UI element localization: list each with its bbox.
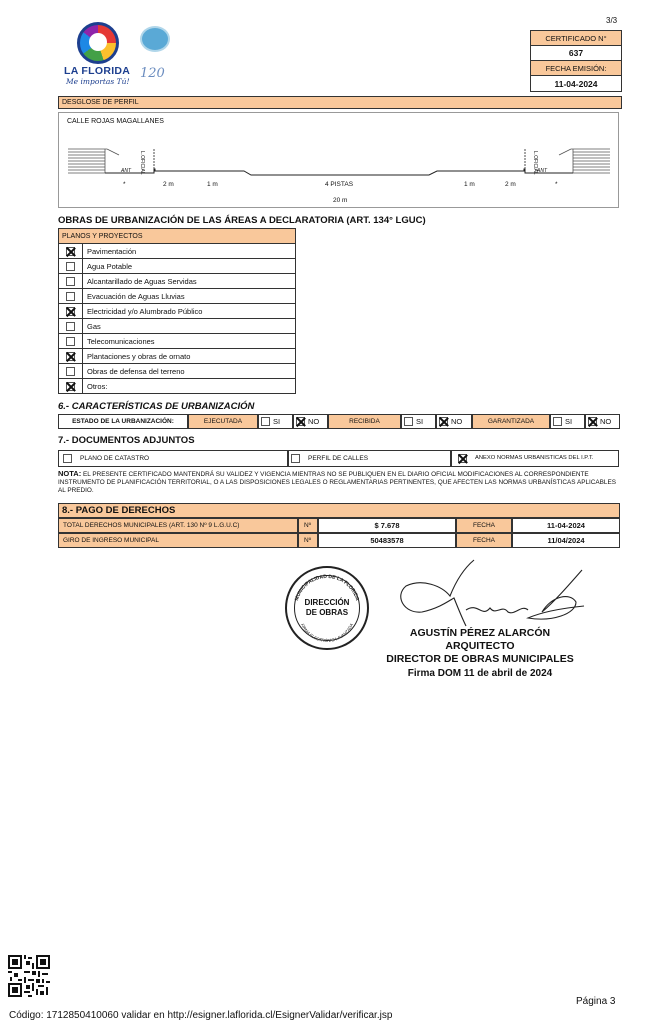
item-label: Alcantarillado de Aguas Servidas: [87, 276, 197, 286]
received-yes-cell: [401, 414, 436, 429]
item-label: Pavimentación: [87, 246, 137, 256]
checkbox-defense[interactable]: [66, 367, 75, 376]
logo-heart-icon: [89, 33, 107, 51]
handwritten-signature: [392, 556, 592, 636]
received-label: RECIBIDA: [328, 414, 401, 429]
plans-header: PLANOS Y PROYECTOS: [58, 228, 296, 244]
street-profile: [58, 112, 619, 208]
no-label: NO: [308, 417, 320, 426]
guaranteed-label: GARANTIZADA: [472, 414, 550, 429]
anniversary-logo: 120: [140, 66, 165, 81]
doc-annex: [451, 450, 619, 467]
doc-street-profile: [288, 450, 451, 467]
shield-icon: [140, 26, 170, 52]
list-item: [58, 349, 296, 364]
doc-label: ANEXO NORMAS URBANISTICAS DEL I.P.T.: [475, 455, 594, 462]
documents-title: 7.- DOCUMENTOS ADJUNTOS: [58, 435, 195, 446]
executed-yes-cell: [258, 414, 293, 429]
logo-title: LA FLORIDA: [64, 65, 131, 77]
footer-page-number: Página 3: [576, 996, 616, 1007]
note-text: EL PRESENTE CERTIFICADO MANTENDRÁ SU VALIDEZ Y VIGENCIA MIENTRAS NO SE PUBLIQUEN EN EL DIARIO OFICIAL MODIFICACIONES AL CORRESPONDIENTE INSTRUMENTO DE PLANIFICACIÓN TERRITORIAL, O A LAS DISPOSICIONES LEGALES O REGLAMENTARIAS PERTINENTES, QUE AFECTEN LAS NORMAS URBANÍSTICAS APLICABLES AL PREDIO.: [58, 471, 617, 494]
executed-no-cell: [293, 414, 328, 429]
ant-right: ANT: [537, 168, 547, 174]
item-label: Electricidad y/o Alumbrado Público: [87, 306, 203, 316]
note: [58, 470, 618, 495]
checkbox-guaranteed-yes[interactable]: [553, 417, 562, 426]
payment-row-1-date-label: FECHA: [456, 518, 512, 533]
guaranteed-no-cell: [585, 414, 620, 429]
checkbox-plantations[interactable]: [66, 352, 75, 361]
state-label: ESTADO DE LA URBANIZACIÓN:: [58, 414, 188, 429]
list-item: [58, 259, 296, 274]
dim-sidewalk-left: 2 m: [163, 181, 174, 188]
list-item: [58, 289, 296, 304]
guaranteed-yes-cell: [550, 414, 585, 429]
dim-strip-left: 1 m: [207, 181, 218, 188]
list-item: [58, 304, 296, 319]
signer-position: DIRECTOR DE OBRAS MUNICIPALES: [386, 653, 574, 665]
dim-strip-right: 1 m: [464, 181, 475, 188]
item-label: Gas: [87, 321, 101, 331]
checkbox-water[interactable]: [66, 262, 75, 271]
emission-date: 11-04-2024: [531, 76, 621, 91]
page-counter: 3/3: [606, 16, 618, 25]
payment-title: 8.- PAGO DE DERECHOS: [58, 503, 620, 518]
note-label: NOTA:: [58, 469, 82, 478]
yes-label: SI: [416, 417, 424, 426]
checkbox-received-no[interactable]: [439, 417, 448, 426]
checkbox-electricity[interactable]: [66, 307, 75, 316]
seal-center: [285, 598, 369, 618]
dim-star-left: *: [123, 181, 126, 188]
payment-row-2-date: 11/04/2024: [512, 533, 620, 548]
works-title: OBRAS DE URBANIZACIÓN DE LAS ÁREAS A DECLARATORIA (ART. 134° LGUC): [58, 215, 426, 226]
right-official-line: L.OFICIAL: [532, 151, 538, 175]
item-label: Agua Potable: [87, 261, 133, 271]
characteristics-title: 6.- CARACTERÍSTICAS DE URBANIZACIÓN: [58, 401, 255, 412]
checkbox-annex[interactable]: [458, 454, 467, 463]
logo-subtitle: Me importas Tú!: [66, 77, 130, 86]
signer-name: AGUSTÍN PÉREZ ALARCÓN: [409, 627, 551, 639]
payment-row-1-value: $ 7.678: [318, 518, 456, 533]
checkbox-guaranteed-no[interactable]: [588, 417, 597, 426]
svg-text:FIRMA ELECTRÓNICA AVANZADA: [300, 622, 354, 643]
qr-code-icon: [8, 955, 50, 997]
no-label: NO: [600, 417, 612, 426]
checkbox-street-profile[interactable]: [291, 454, 300, 463]
yes-label: SI: [565, 417, 573, 426]
payment-row-1-n: Nº: [298, 518, 318, 533]
item-label: Otros:: [87, 381, 108, 391]
no-label: NO: [451, 417, 463, 426]
seal-top-text: MUNICIPALIDAD DE LA FLORIDA: [293, 573, 361, 602]
seal-center-line-2: DE OBRAS: [305, 608, 349, 617]
cert-number: 637: [531, 46, 621, 61]
ant-left: ANT: [121, 168, 131, 174]
checkbox-sewage[interactable]: [66, 277, 75, 286]
list-item: [58, 364, 296, 379]
item-label: Plantaciones y obras de ornato: [87, 351, 191, 361]
seal-center-line-1: DIRECCIÓN: [304, 598, 350, 607]
emission-label: FECHA EMISIÓN:: [531, 61, 621, 76]
checkbox-telecom[interactable]: [66, 337, 75, 346]
checkbox-gas[interactable]: [66, 322, 75, 331]
checkbox-rainwater[interactable]: [66, 292, 75, 301]
signer-role: ARQUITECTO: [445, 640, 515, 652]
payment-row-1-date: 11-04-2024: [512, 518, 620, 533]
left-official-line: L.OFICIAL: [139, 151, 145, 175]
list-item: [58, 274, 296, 289]
checkbox-cadastre[interactable]: [63, 454, 72, 463]
list-item: [58, 334, 296, 349]
doc-cadastre: [58, 450, 288, 467]
dim-star-right: *: [555, 181, 558, 188]
list-item: [58, 319, 296, 334]
checkbox-executed-no[interactable]: [296, 417, 305, 426]
checkbox-executed-yes[interactable]: [261, 417, 270, 426]
profile-section-bar: DESGLOSE DE PERFIL: [58, 96, 622, 109]
checkbox-paving[interactable]: [66, 247, 75, 256]
dim-lanes: 4 PISTAS: [325, 181, 354, 188]
payment-row-1-label: TOTAL DERECHOS MUNICIPALES (ART. 130 Nº 9 L.G.U.C): [58, 518, 298, 533]
list-item: [58, 244, 296, 259]
signed-date: Firma DOM 11 de abril de 2024: [407, 668, 553, 679]
certificate-box: [530, 30, 622, 92]
payment-row-2-label: GIRO DE INGRESO MUNICIPAL: [58, 533, 298, 548]
payment-row-2-date-label: FECHA: [456, 533, 512, 548]
payment-row-2-n: Nº: [298, 533, 318, 548]
doc-label: PERFIL DE CALLES: [308, 455, 369, 462]
item-label: Obras de defensa del terreno: [87, 366, 185, 376]
checkbox-received-yes[interactable]: [404, 417, 413, 426]
checkbox-others[interactable]: [66, 382, 75, 391]
executed-label: EJECUTADA: [188, 414, 258, 429]
validation-code: Código: 1712850410060 validar en http://esigner.laflorida.cl/EsignerValidar/verificar.jsp: [9, 1010, 393, 1021]
received-no-cell: [436, 414, 472, 429]
dim-sidewalk-right: 2 m: [505, 181, 516, 188]
item-label: Evacuación de Aguas Lluvias: [87, 291, 185, 301]
seal-bottom-text: FIRMA ELECTRÓNICA AVANZADA: [299, 622, 355, 644]
payment-row-2-value: 50483578: [318, 533, 456, 548]
yes-label: SI: [273, 417, 281, 426]
list-item: [58, 379, 296, 394]
item-label: Telecomunicaciones: [87, 336, 155, 346]
street-name: CALLE ROJAS MAGALLANES: [67, 118, 164, 125]
dim-total: 20 m: [333, 197, 348, 204]
doc-label: PLANO DE CATASTRO: [80, 455, 150, 462]
cert-label: CERTIFICADO N°: [531, 31, 621, 46]
